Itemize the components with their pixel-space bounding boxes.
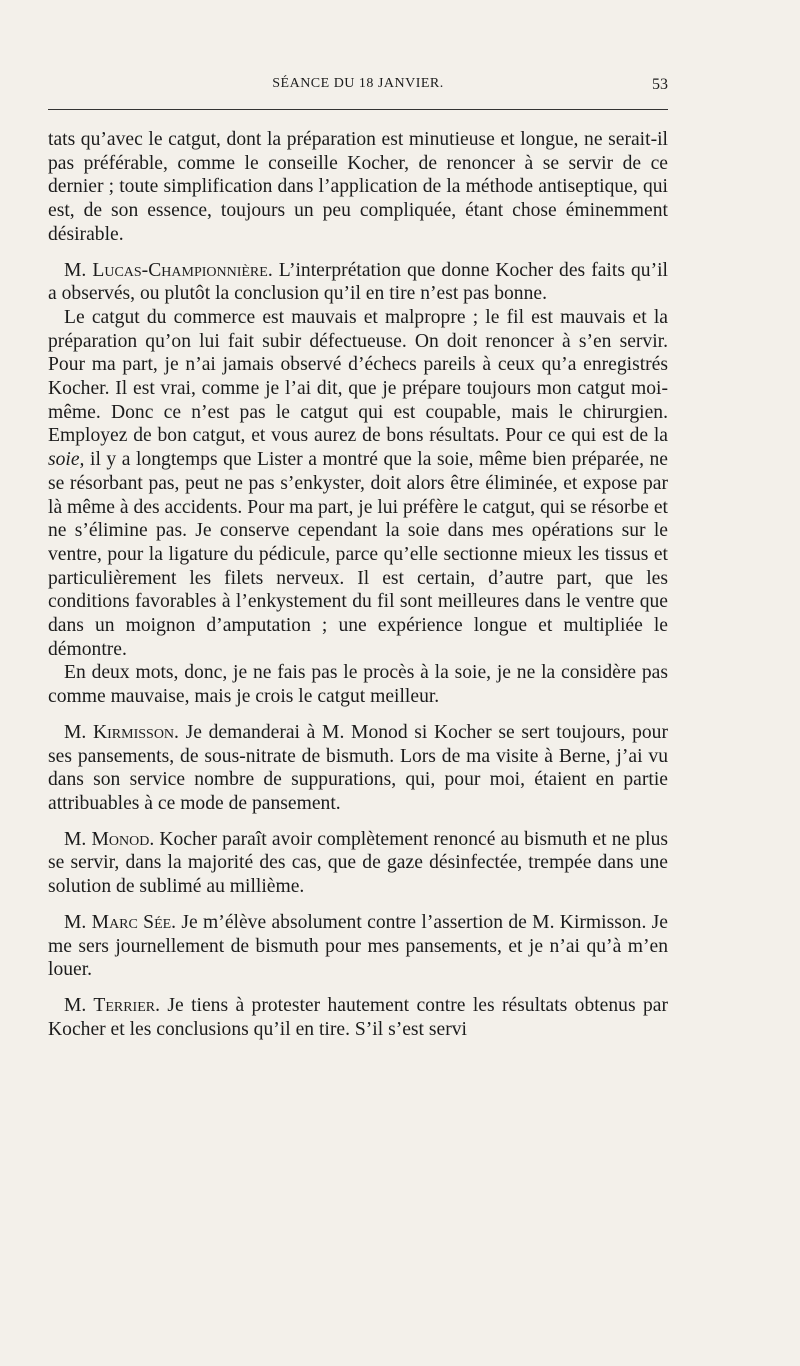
paragraph-continuation: tats qu’avec le catgut, dont la préparation est minutieuse et longue, ne serait-il pas préférable, comme le conseille Kocher, de renoncer à se servir de ce dernier ; toute simplification dans l’application de la méthode antiseptique, qui est, de son essence, toujours un peu compliquée, étant chose éminemment désirable. (48, 129, 668, 245)
paragraph-kirmisson (48, 721, 668, 816)
speech-text: L’interprétation que donne Kocher des faits qu’il a observés, ou plutôt la conclusion qu’il en tire n’est pas bonne. (48, 259, 668, 305)
italic-term: soie, (48, 449, 85, 471)
header-rule (48, 109, 668, 110)
paragraph-terrier (48, 994, 668, 1041)
speaker-name: M. Lucas-Championnière. (64, 259, 273, 281)
paragraph-lucas-championniere (48, 259, 668, 306)
speech-text: Je m’élève absolument contre l’assertion de M. Kirmisson. Je me sers journellement de bismuth pour mes pansements, et je n’ai qu’à m’en louer. (48, 911, 668, 981)
page-header (48, 76, 668, 100)
running-title: SÉANCE DU 18 JANVIER. (272, 76, 444, 91)
speech-text: Kocher paraît avoir complètement renoncé au bismuth et ne plus se servir, dans la majorité des cas, que de gaze désinfectée, trempée dans une solution de sublimé au millième. (48, 828, 668, 898)
page-body (48, 128, 668, 1041)
page-number: 53 (652, 76, 668, 93)
speech-text: il y a longtemps que Lister a montré que la soie, même bien préparée, ne se résorbant pas, peut ne pas s’enkyster, doit alors être éliminée, et expose par là même à des accidents. Pour ma part, je lui préfère le catgut, qui se résorbe et ne s’élimine pas. Je conserve cependant la soie dans mes opérations sur le ventre, pour la ligature du pédicule, parce qu’elle sectionne mieux les tissus et particulièrement les filets nerveux. Il est certain, d’autre part, que les conditions favorables à l’enkystement du fil sont meilleures dans le ventre que dans un moignon d’amputation ; une expérience longue et multipliée le démontre. (48, 449, 669, 660)
paragraph-monod (48, 828, 668, 899)
paragraph-marc-see (48, 911, 668, 982)
speaker-name: M. Kirmisson. (64, 721, 179, 743)
speaker-name: M. Marc Sée. (64, 911, 177, 933)
speaker-name: M. Terrier. (64, 994, 160, 1016)
paragraph-catgut (48, 306, 668, 662)
speaker-name: M. Monod. (64, 828, 155, 850)
speech-text: Je tiens à protester hautement contre les résultats obtenus par Kocher et les conclusions qu’il en tire. S’il s’est servi (48, 994, 668, 1040)
speech-text: Le catgut du commerce est mauvais et malpropre ; le fil est mauvais et la préparation qu’on lui fait subir défectueuse. On doit renoncer à s’en servir. Pour ma part, je n’ai jamais observé d’échecs pareils à ceux qu’a enregistrés Kocher. Il est vrai, comme je l’ai dit, que je prépare toujours mon catgut moi-même. Donc ce n’est pas le catgut qui est coupable, mais le chirurgien. Employez de bon catgut, et vous aurez de bons résultats. Pour ce qui est de la (48, 306, 668, 447)
speech-text: Je demanderai à M. Monod si Kocher se sert toujours, pour ses pansements, de sous-nitrate de bismuth. Lors de ma visite à Berne, j’ai vu dans son service nombre de suppurations, qui, pour moi, étaient en partie attribuables à ce mode de pansement. (48, 721, 669, 814)
paragraph-conclusion: En deux mots, donc, je ne fais pas le procès à la soie, je ne la considère pas comme mauvaise, mais je crois le catgut meilleur. (48, 662, 668, 708)
